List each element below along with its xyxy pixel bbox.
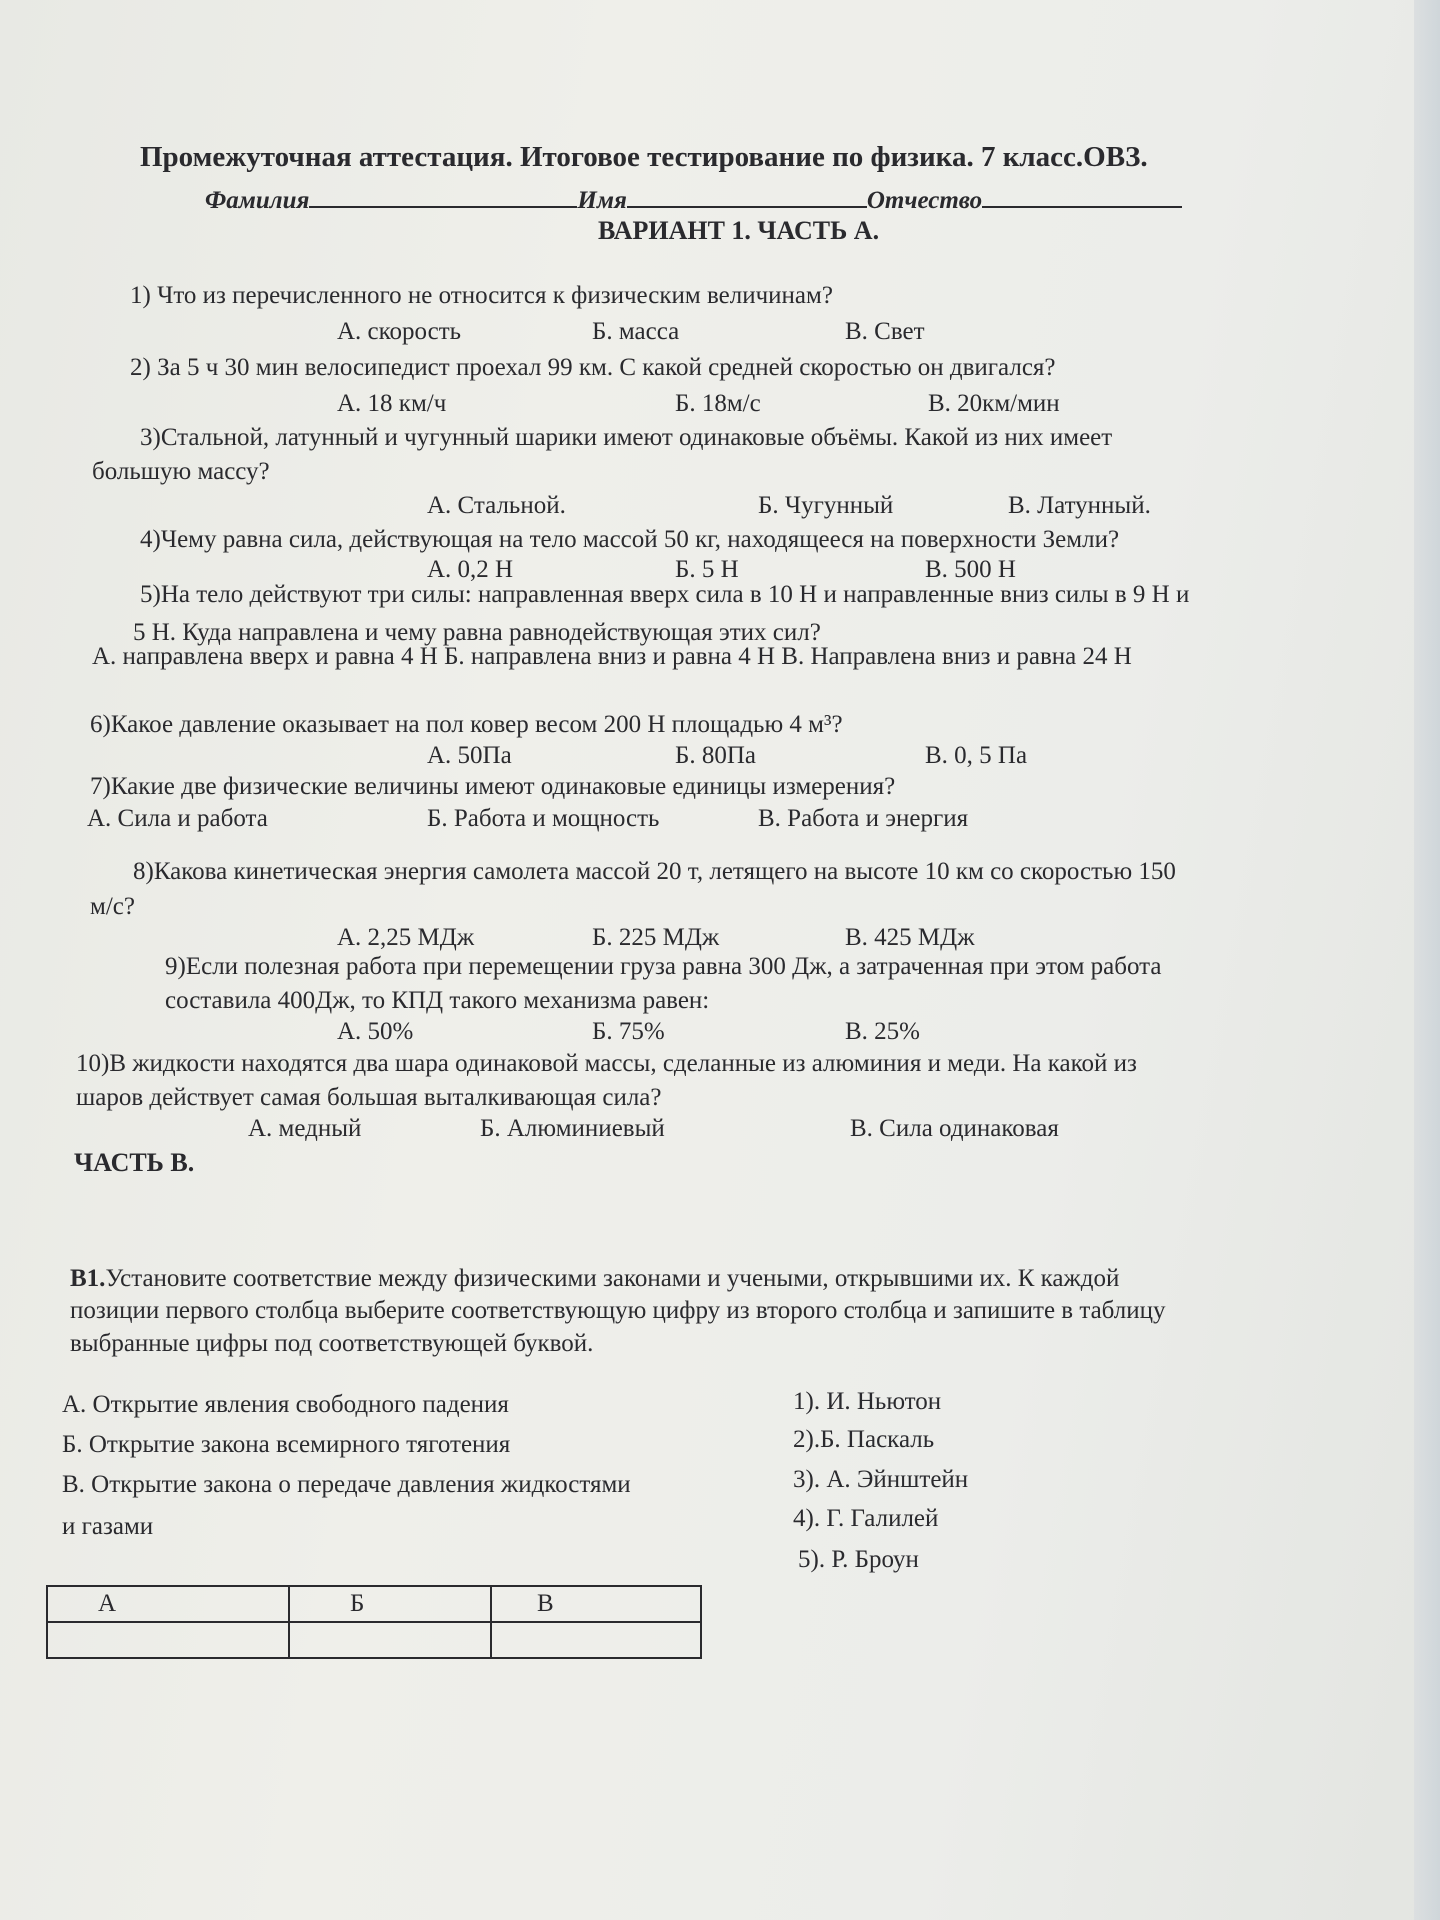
question-6: 6)Какое давление оказывает на пол ковер весом 200 Н площадью 4 м³? — [90, 711, 843, 738]
question-8-line-1: 8)Какова кинетическая энергия самолета массой 20 т, летящего на высоте 10 км со скоростью 150 — [133, 858, 1176, 885]
q1-option-c: В. Свет — [845, 318, 925, 345]
q1-option-a: А. скорость — [337, 318, 462, 345]
b1-text-1: Установите соответствие между физическими законами и учеными, открывшими их. К каждой — [105, 1265, 1120, 1292]
answer-table-header-row — [47, 1586, 701, 1622]
answer-table — [46, 1585, 702, 1659]
q2-option-b: Б. 18м/с — [675, 390, 761, 417]
b1-line-1 — [70, 1262, 1119, 1296]
q10-option-b: Б. Алюминиевый — [480, 1115, 665, 1142]
q7-option-c: В. Работа и энергия — [758, 805, 969, 832]
name-fields-row — [205, 180, 1182, 215]
q3-option-a: А. Стальной. — [427, 492, 566, 519]
question-4: 4)Чему равна сила, действующая на тело массой 50 кг, находящееся на поверхности Земли? — [140, 526, 1120, 553]
answer-cell-c[interactable] — [491, 1622, 701, 1658]
question-10-line-1: 10)В жидкости находятся два шара одинаковой массы, сделанные из алюминия и меди. На какой из — [76, 1050, 1137, 1077]
question-2: 2) За 5 ч 30 мин велосипедист проехал 99 км. С какой средней скоростью он двигался? — [130, 354, 1056, 381]
b1-right-item-4: 4). Г. Галилей — [793, 1505, 939, 1532]
q6-option-a: А. 50Па — [427, 742, 512, 769]
question-1: 1) Что из перечисленного не относится к физическим величинам? — [130, 282, 833, 309]
b1-line-2: позиции первого столбца выберите соответствующую цифру из второго столбца и запишите в таблицу — [70, 1297, 1166, 1324]
name-label: Имя — [577, 187, 627, 214]
patronymic-blank[interactable] — [982, 180, 1182, 208]
question-3-line-1: 3)Стальной, латунный и чугунный шарики имеют одинаковые объёмы. Какой из них имеет — [140, 424, 1113, 451]
b1-left-item-c-cont: и газами — [62, 1513, 154, 1540]
b1-right-item-3: 3). А. Эйнштейн — [793, 1466, 969, 1493]
variant-heading: ВАРИАНТ 1. ЧАСТЬ А. — [598, 216, 880, 245]
q9-option-c: В. 25% — [845, 1018, 920, 1045]
answer-cell-b[interactable] — [289, 1622, 491, 1658]
surname-label: Фамилия — [205, 187, 310, 214]
q7-option-b: Б. Работа и мощность — [427, 805, 660, 832]
q5-options: А. направлена вверх и равна 4 Н Б. направлена вниз и равна 4 Н В. Направлена вниз и равна 24 Н — [92, 643, 1132, 670]
b1-line-3: выбранные цифры под соответствующей буквой. — [70, 1330, 594, 1357]
b1-right-item-5: 5). Р. Броун — [798, 1546, 919, 1573]
question-9-line-1: 9)Если полезная работа при перемещении груза равна 300 Дж, а затраченная при этом работа — [165, 953, 1162, 980]
q9-option-b: Б. 75% — [592, 1018, 665, 1045]
question-5-line-2: 5 Н. Куда направлена и чему равна равнодействующая этих сил? — [133, 619, 821, 646]
b1-label: В1. — [70, 1265, 106, 1292]
answer-cell-a[interactable] — [47, 1622, 289, 1658]
page-title: Промежуточная аттестация. Итоговое тестирование по физика. 7 класс.ОВЗ. — [140, 141, 1148, 173]
b1-left-item-a: А. Открытие явления свободного падения — [62, 1391, 509, 1418]
paper-edge — [1414, 0, 1440, 1920]
q8-option-b: Б. 225 МДж — [592, 924, 720, 951]
q2-option-a: А. 18 км/ч — [337, 390, 447, 417]
question-9-line-2: составила 400Дж, то КПД такого механизма равен: — [165, 987, 710, 1014]
b1-left-item-b: Б. Открытие закона всемирного тяготения — [62, 1431, 511, 1458]
question-5-line-1: 5)На тело действуют три силы: направленная вверх сила в 10 Н и направленные вниз силы в 9 Н и — [140, 581, 1190, 608]
question-10-line-2: шаров действует самая большая выталкивающая сила? — [76, 1084, 662, 1111]
q10-option-a: А. медный — [248, 1115, 362, 1142]
part-b-heading: ЧАСТЬ В. — [74, 1148, 195, 1177]
answer-header-a: А — [47, 1586, 289, 1622]
b1-left-item-c: В. Открытие закона о передаче давления жидкостями — [62, 1471, 631, 1498]
q7-option-a: А. Сила и работа — [87, 805, 268, 832]
answer-header-b: Б — [289, 1586, 491, 1622]
q10-option-c: В. Сила одинаковая — [850, 1115, 1059, 1142]
q4-option-a: А. 0,2 Н — [427, 556, 514, 583]
q1-option-b: Б. масса — [592, 318, 680, 345]
q8-option-a: А. 2,25 МДж — [337, 924, 475, 951]
q6-option-c: В. 0, 5 Па — [925, 742, 1028, 769]
answer-table-input-row — [47, 1622, 701, 1658]
surname-blank[interactable] — [309, 180, 577, 208]
q4-option-b: Б. 5 Н — [675, 556, 739, 583]
q4-option-c: В. 500 Н — [925, 556, 1016, 583]
question-7: 7)Какие две физические величины имеют одинаковые единицы измерения? — [90, 773, 896, 800]
question-8-line-2: м/с? — [90, 893, 135, 920]
q8-option-c: В. 425 МДж — [845, 924, 975, 951]
q9-option-a: А. 50% — [337, 1018, 414, 1045]
q2-option-c: В. 20км/мин — [928, 390, 1060, 417]
q3-option-c: В. Латунный. — [1008, 492, 1151, 519]
q3-option-b: Б. Чугунный — [758, 492, 894, 519]
answer-header-c: В — [491, 1586, 701, 1622]
patronymic-label: Отчество — [866, 187, 983, 214]
name-blank[interactable] — [627, 180, 867, 208]
question-3-line-2: большую массу? — [92, 458, 270, 485]
q6-option-b: Б. 80Па — [675, 742, 757, 769]
b1-right-item-2: 2).Б. Паскаль — [793, 1426, 935, 1453]
b1-right-item-1: 1). И. Ньютон — [793, 1388, 942, 1415]
